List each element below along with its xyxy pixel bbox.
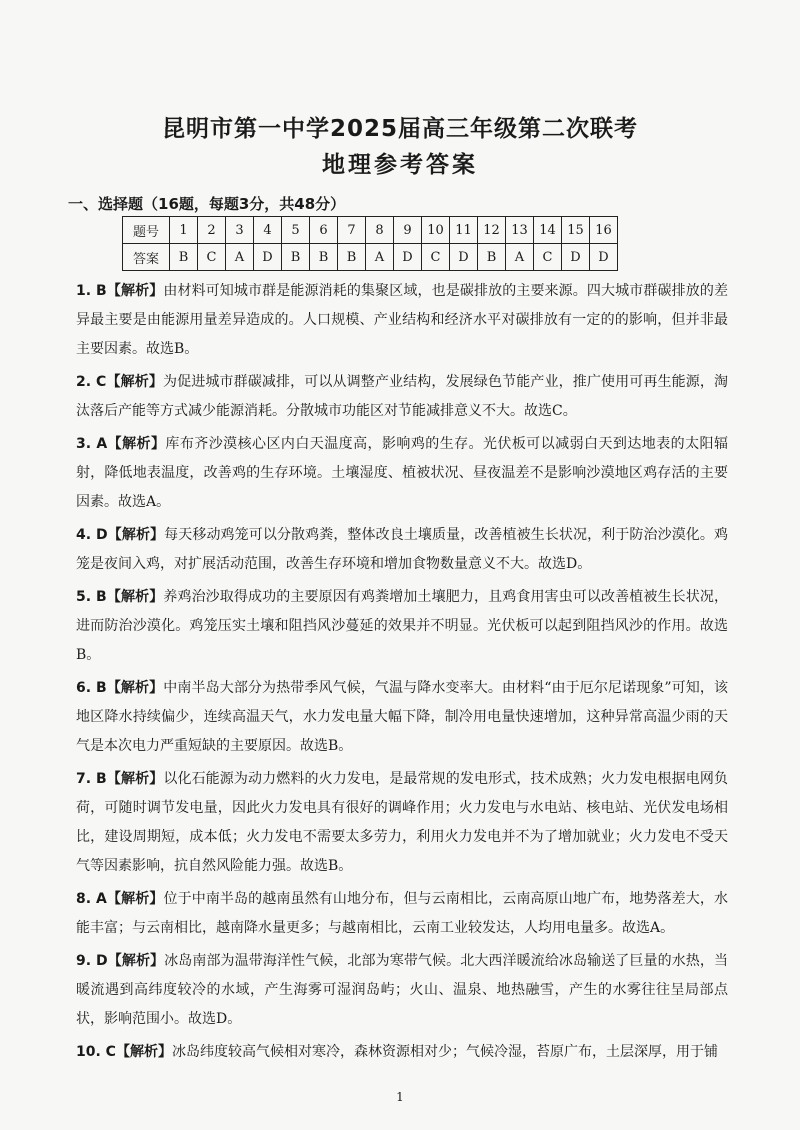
explanation-item xyxy=(76,1038,728,1067)
answer-table xyxy=(122,216,618,271)
table-cell: D xyxy=(590,244,618,271)
explanation-item xyxy=(76,947,728,1034)
table-cell: 11 xyxy=(450,217,478,244)
table-cell: B xyxy=(478,244,506,271)
explanation-item xyxy=(76,885,728,943)
explanation-text: 位于中南半岛的越南虽然有山地分布，但与云南相比，云南高原山地广布，地势落差大，水能丰富；与云南相比，越南降水量更多；与越南相比，云南工业较发达，人均用电量多。故选A。 xyxy=(76,891,728,936)
answer-table-answers-row xyxy=(123,244,618,271)
explanation-item xyxy=(76,368,728,426)
table-cell: 8 xyxy=(366,217,394,244)
table-cell: D xyxy=(254,244,282,271)
table-cell: 13 xyxy=(506,217,534,244)
explanation-text: 以化石能源为动力燃料的火力发电，是最常规的发电形式，技术成熟；火力发电根据电网负荷，可随时调节发电量，因此火力发电具有很好的调峰作用；火力发电与水电站、核电站、光伏发电场相比，建设周期短，成本低；火力发电不需要太多劳力，利用火力发电并不为了增加就业；火力发电不受天气等因素影响，抗自然风险能力强。故选B。 xyxy=(76,771,728,874)
table-cell: 1 xyxy=(170,217,198,244)
table-cell: B xyxy=(170,244,198,271)
table-cell: D xyxy=(450,244,478,271)
explanation-item xyxy=(76,521,728,579)
explanation-item xyxy=(76,583,728,670)
question-number: 9. D【解析】 xyxy=(76,953,165,969)
question-number: 7. B【解析】 xyxy=(76,771,164,787)
table-header-answer: 答案 xyxy=(123,244,170,271)
table-cell: 2 xyxy=(198,217,226,244)
explanation-item xyxy=(76,277,728,364)
table-cell: 9 xyxy=(394,217,422,244)
table-cell: 4 xyxy=(254,217,282,244)
question-number: 2. C【解析】 xyxy=(76,374,163,390)
explanation-text: 每天移动鸡笼可以分散鸡粪，整体改良土壤质量，改善植被生长状况，利于防治沙漠化。鸡笼是夜间入鸡，对扩展活动范围，改善生存环境和增加食物数量意义不大。故选D。 xyxy=(76,527,728,572)
table-cell: B xyxy=(338,244,366,271)
question-number: 1. B【解析】 xyxy=(76,283,164,299)
exam-title: 昆明市第一中学2025届高三年级第二次联考 xyxy=(161,116,638,142)
table-cell: 12 xyxy=(478,217,506,244)
explanation-text: 冰岛南部为温带海洋性气候，北部为寒带气候。北大西洋暖流给冰岛输送了巨量的水热，当暖流遇到高纬度较冷的水域，产生海雾可湿润岛屿；火山、温泉、地热融雪，产生的水雾往往呈局部点状，影响范围小。故选D。 xyxy=(76,953,728,1027)
question-number: 10. C【解析】 xyxy=(76,1044,172,1060)
explanation-text: 中南半岛大部分为热带季风气候，气温与降水变率大。由材料“由于厄尔尼诺现象”可知，该地区降水持续偏少，连续高温天气，水力发电量大幅下降，制冷用电量快速增加，这种异常高温少雨的天气是本次电力严重短缺的主要原因。故选B。 xyxy=(76,680,729,754)
page-number: 1 xyxy=(396,1090,404,1104)
answer-table-numbers-row xyxy=(123,217,618,244)
table-cell: 7 xyxy=(338,217,366,244)
table-cell: D xyxy=(562,244,590,271)
section-heading: 一、选择题（16题，每题3分，共48分） xyxy=(68,195,346,213)
explanation-text: 由材料可知城市群是能源消耗的集聚区域，也是碳排放的主要来源。四大城市群碳排放的差异最主要是由能源用量差异造成的。人口规模、产业结构和经济水平对碳排放有一定的的影响，但并非最主要因素。故选B。 xyxy=(76,283,728,357)
table-cell: A xyxy=(506,244,534,271)
table-cell: C xyxy=(422,244,450,271)
table-cell: B xyxy=(282,244,310,271)
table-cell: C xyxy=(198,244,226,271)
explanation-text: 库布齐沙漠核心区内白天温度高，影响鸡的生存。光伏板可以减弱白天到达地表的太阳辐射，降低地表温度，改善鸡的生存环境。土壤湿度、植被状况、昼夜温差不是影响沙漠地区鸡存活的主要因素。故选A。 xyxy=(76,436,728,510)
explanation-list xyxy=(76,277,728,1071)
table-cell: 5 xyxy=(282,217,310,244)
table-cell: D xyxy=(394,244,422,271)
table-cell: 10 xyxy=(422,217,450,244)
question-number: 8. A【解析】 xyxy=(76,891,164,907)
explanation-item xyxy=(76,430,728,517)
table-cell: 6 xyxy=(310,217,338,244)
question-number: 5. B【解析】 xyxy=(76,589,164,605)
table-cell: 3 xyxy=(226,217,254,244)
table-cell: 14 xyxy=(534,217,562,244)
table-header-number: 题号 xyxy=(123,217,170,244)
table-cell: A xyxy=(226,244,254,271)
table-cell: 15 xyxy=(562,217,590,244)
table-cell: A xyxy=(366,244,394,271)
explanation-item xyxy=(76,765,728,881)
explanation-item xyxy=(76,674,728,761)
question-number: 4. D【解析】 xyxy=(76,527,165,543)
exam-subtitle: 地理参考答案 xyxy=(322,152,478,178)
question-number: 3. A【解析】 xyxy=(76,436,166,452)
table-cell: 16 xyxy=(590,217,618,244)
explanation-text: 为促进城市群碳减排，可以从调整产业结构，发展绿色节能产业，推广使用可再生能源，淘汰落后产能等方式减少能源消耗。分散城市功能区对节能减排意义不大。故选C。 xyxy=(76,374,728,419)
explanation-text: 冰岛纬度较高气候相对寒冷，森林资源相对少；气候冷湿，苔原广布，土层深厚，用于铺 xyxy=(171,1044,718,1060)
table-cell: B xyxy=(310,244,338,271)
explanation-text: 养鸡治沙取得成功的主要原因有鸡粪增加土壤肥力，且鸡食用害虫可以改善植被生长状况，进而防治沙漠化。鸡笼压实土壤和阻挡风沙蔓延的效果并不明显。光伏板可以起到阻挡风沙的作用。故选B。 xyxy=(76,589,728,663)
question-number: 6. B【解析】 xyxy=(76,680,164,696)
table-cell: C xyxy=(534,244,562,271)
